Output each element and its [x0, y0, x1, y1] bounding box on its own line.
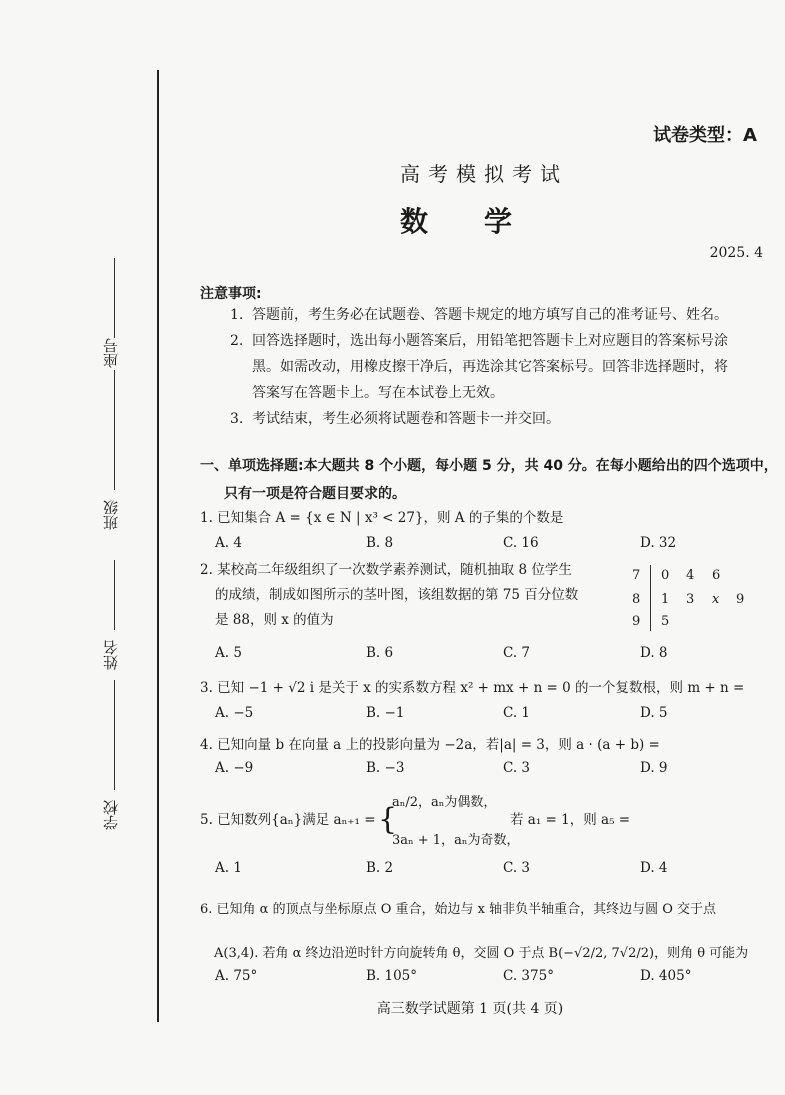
q3-option-d: D. 5 [640, 705, 668, 721]
name-label: 姓名 [102, 640, 120, 670]
notice-line: 2. 回答选择题时，选出每小题答案后，用铅笔把答题卡上对应题目的答案标号涂 [230, 333, 728, 349]
school-blank [114, 680, 115, 790]
subject-title: 数学 [400, 205, 569, 238]
leaf: 5 [661, 614, 670, 629]
school-label: 学校 [102, 800, 120, 830]
q2-line: 2. 某校高二年级组织了一次数学素养测试，随机抽取 8 位学生 [200, 562, 572, 578]
q5-option-c: C. 3 [503, 860, 531, 876]
seat-label: 座号 [102, 338, 120, 368]
q1-option-d: D. 32 [640, 535, 677, 551]
stem-leaf-divider [650, 565, 651, 631]
q4-option-c: C. 3 [503, 760, 531, 776]
leaf: 3 [686, 592, 695, 607]
leaf: x [712, 592, 720, 607]
class-label: 班级 [102, 500, 120, 530]
q5-case-odd: 3aₙ + 1，aₙ为奇数， [392, 833, 520, 848]
leaf: 1 [661, 592, 670, 607]
q6-line: A(3,4). 若角 α 终边沿逆时针方向旋转角 θ，交圆 O 于点 B(−√2/2, 7√2/2)，则角 θ 可能为 [214, 946, 749, 961]
q6-line: 6. 已知角 α 的顶点与坐标原点 O 重合，始边与 x 轴非负半轴重合，其终边与圆 O 交于点 [200, 902, 717, 917]
q1-option-b: B. 8 [366, 535, 394, 551]
paper-type: 试卷类型：A [653, 125, 757, 146]
q6-option-d: D. 405° [640, 968, 692, 984]
q1-option-a: A. 4 [215, 535, 242, 551]
page-footer: 高三数学试题第 1 页(共 4 页) [376, 1001, 564, 1017]
notice-heading: 注意事项: [200, 286, 262, 302]
q3-option-c: C. 1 [503, 705, 531, 721]
q4-option-b: B. −3 [366, 760, 405, 776]
q3-option-a: A. −5 [215, 705, 254, 721]
question-2 [200, 558, 620, 633]
leaf: 4 [686, 568, 695, 583]
notice-line: 3. 考试结束，考生必须将试题卷和答题卡一并交回。 [230, 411, 560, 427]
stem-7: 7 [632, 568, 641, 583]
section-heading [200, 452, 780, 508]
q6-option-b: B. 105° [366, 968, 418, 984]
q2-line: 的成绩，制成如图所示的茎叶图，该组数据的第 75 百分位数 [215, 587, 579, 603]
q3-option-b: B. −1 [366, 705, 405, 721]
q6-option-a: A. 75° [215, 968, 258, 984]
q2-option-a: A. 5 [215, 645, 242, 661]
q4-option-a: A. −9 [215, 760, 254, 776]
notice-line: 答案写在答题卡上。写在本试卷上无效。 [252, 385, 504, 401]
q2-option-b: B. 6 [366, 645, 394, 661]
binding-line [157, 70, 159, 1022]
q6-option-c: C. 375° [503, 968, 554, 984]
question-6 [200, 888, 780, 976]
stem-8: 8 [632, 592, 641, 607]
q1-option-c: C. 16 [503, 535, 539, 551]
stem-9: 9 [632, 614, 641, 629]
section-line-2: 只有一项是符合题目要求的。 [224, 486, 406, 502]
q5-option-b: B. 2 [366, 860, 394, 876]
q5-case-even: aₙ/2，aₙ为偶数， [392, 795, 497, 810]
q2-line: 是 88，则 x 的值为 [215, 612, 334, 628]
exam-title: 高考模拟考试 [400, 162, 568, 186]
question-5-suffix: 若 a₁ = 1，则 a₅ = [510, 812, 631, 828]
exam-date: 2025. 4 [709, 245, 763, 261]
notice-line: 黑。如需改动，用橡皮擦干净后，再选涂其它答案标号。回答非选择题时，将 [252, 359, 728, 375]
leaf: 6 [712, 568, 721, 583]
leaf: 0 [661, 568, 670, 583]
q4-option-d: D. 9 [640, 760, 668, 776]
q2-option-c: C. 7 [503, 645, 531, 661]
q2-option-d: D. 8 [640, 645, 668, 661]
q5-option-d: D. 4 [640, 860, 668, 876]
name-blank [114, 560, 115, 630]
question-4: 4. 已知向量 b 在向量 a 上的投影向量为 −2a，若|a| = 3，则 a · (a + b) = [200, 737, 660, 753]
question-3: 3. 已知 −1 + √2 i 是关于 x 的实系数方程 x² + mx + n = 0 的一个复数根，则 m + n = [200, 680, 745, 696]
q5-option-a: A. 1 [215, 860, 242, 876]
section-line-1: 一、单项选择题:本大题共 8 个小题，每小题 5 分，共 40 分。在每小题给出的四个选项中， [200, 458, 778, 474]
class-blank [114, 370, 115, 490]
question-1: 1. 已知集合 A = {x ∈ N | x³ < 27}，则 A 的子集的个数是 [200, 510, 564, 526]
question-5-prefix: 5. 已知数列{aₙ}满足 aₙ₊₁ = [200, 812, 376, 828]
notice-line: 1. 答题前，考生务必在试题卷、答题卡规定的地方填写自己的准考证号、姓名。 [230, 307, 728, 323]
notice-list [230, 302, 776, 432]
piecewise-brace: { [378, 802, 398, 837]
leaf: 9 [736, 592, 745, 607]
seat-blank [114, 258, 115, 338]
